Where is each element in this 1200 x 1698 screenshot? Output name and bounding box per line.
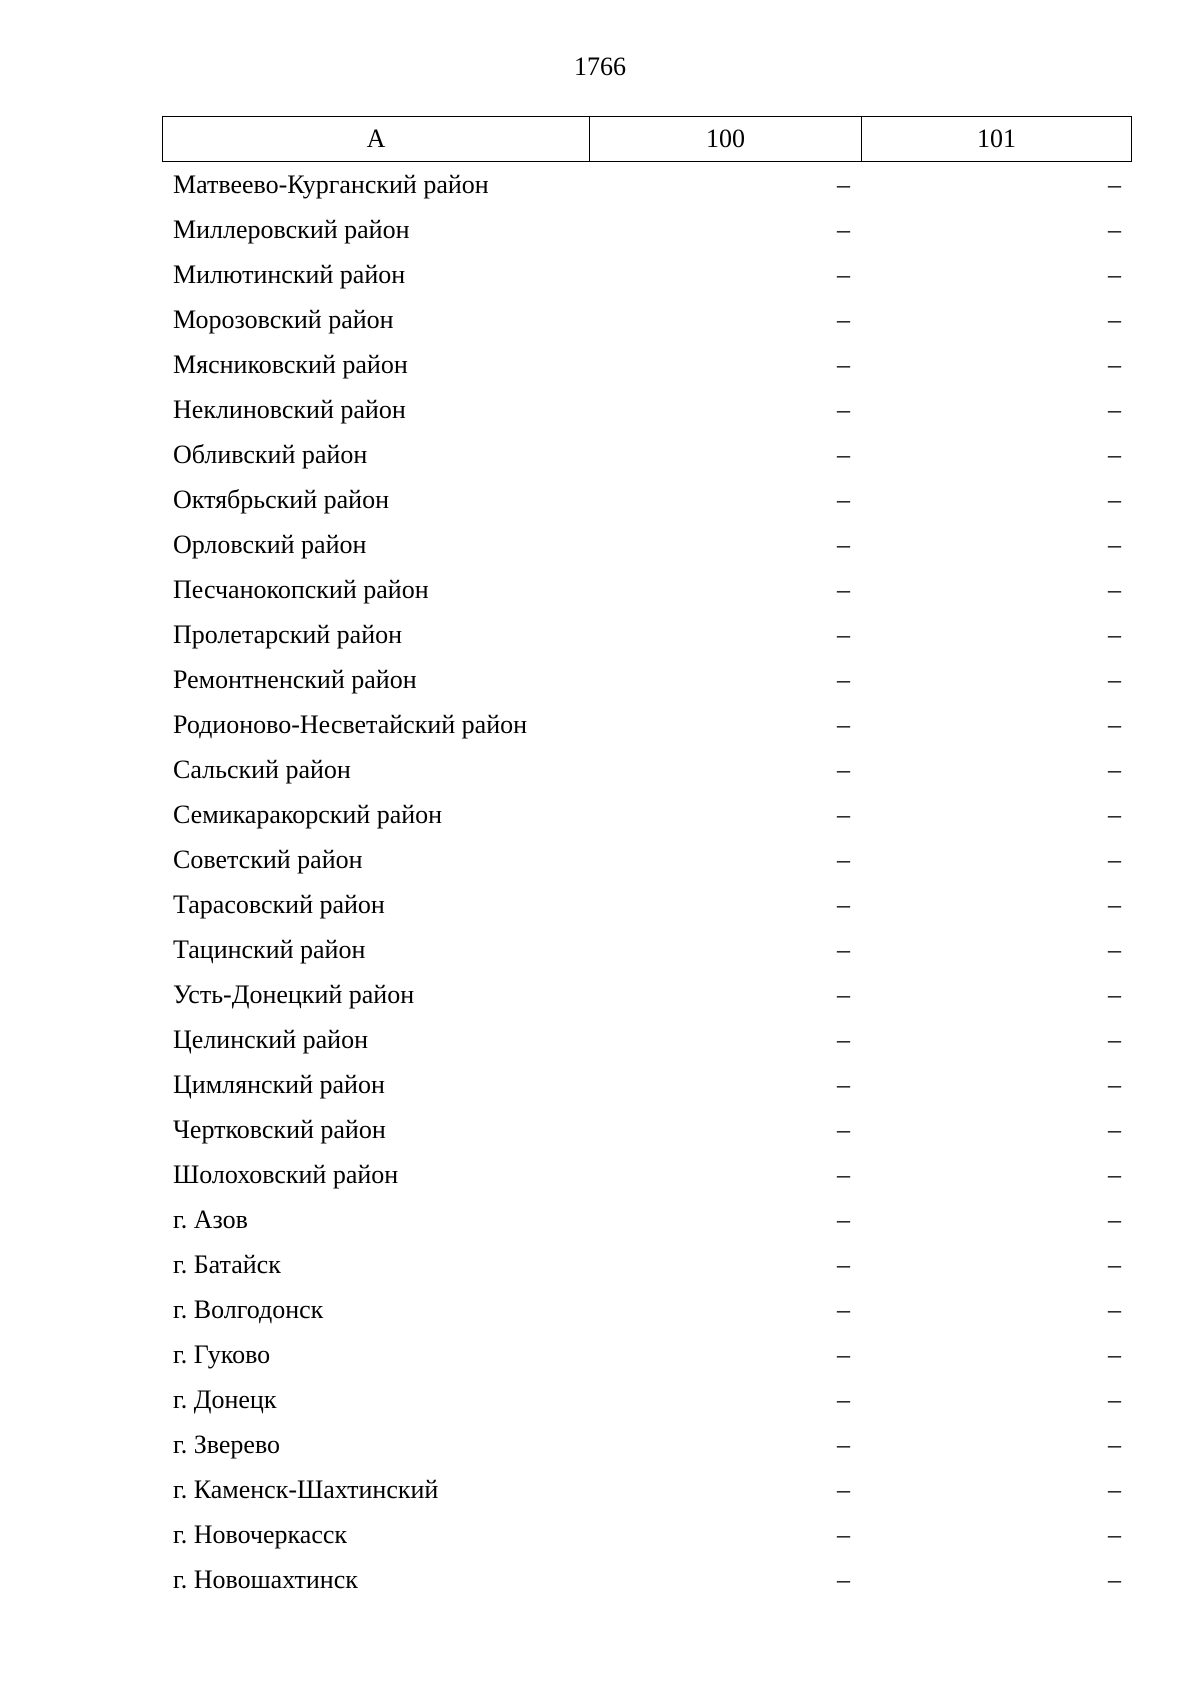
table-row	[162, 657, 1132, 702]
row-value-101: –	[1108, 1474, 1121, 1504]
row-value-101: –	[1108, 304, 1121, 334]
row-value-101: –	[1108, 709, 1121, 739]
table-row	[162, 1107, 1132, 1152]
row-value-100: –	[837, 304, 850, 334]
page-number: 1766	[574, 52, 626, 81]
table-row	[162, 1512, 1132, 1557]
row-name: Милютинский район	[173, 259, 406, 289]
row-value-100: –	[837, 259, 850, 289]
table-row	[162, 972, 1132, 1017]
row-name: Мясниковский район	[173, 349, 408, 379]
row-name: Родионово-Несветайский район	[173, 709, 528, 739]
row-name: г. Азов	[173, 1204, 248, 1234]
row-value-100: –	[837, 394, 850, 424]
row-name: Орловский район	[173, 529, 367, 559]
row-value-101: –	[1108, 1294, 1121, 1324]
row-value-100: –	[837, 754, 850, 784]
row-value-100: –	[837, 1564, 850, 1594]
row-value-100: –	[837, 979, 850, 1009]
row-value-100: –	[837, 709, 850, 739]
row-name: Ремонтненский район	[173, 664, 417, 694]
table-row	[162, 252, 1132, 297]
row-value-100: –	[837, 799, 850, 829]
table-row	[162, 1422, 1132, 1467]
row-value-100: –	[837, 1024, 850, 1054]
table-row	[162, 1377, 1132, 1422]
table-row	[162, 882, 1132, 927]
row-value-101: –	[1108, 799, 1121, 829]
row-value-101: –	[1108, 1204, 1121, 1234]
row-name: г. Донецк	[173, 1384, 277, 1414]
row-value-101: –	[1108, 259, 1121, 289]
row-value-101: –	[1108, 754, 1121, 784]
row-value-100: –	[837, 664, 850, 694]
table-row	[162, 1152, 1132, 1197]
row-name: Семикаракорский район	[173, 799, 443, 829]
table-row	[162, 702, 1132, 747]
row-value-101: –	[1108, 439, 1121, 469]
row-value-101: –	[1108, 934, 1121, 964]
table-row	[162, 207, 1132, 252]
row-value-100: –	[837, 574, 850, 604]
table-row	[162, 162, 1132, 207]
table-row	[162, 297, 1132, 342]
row-value-100: –	[837, 1429, 850, 1459]
table-row	[162, 1017, 1132, 1062]
row-value-101: –	[1108, 574, 1121, 604]
row-value-101: –	[1108, 979, 1121, 1009]
row-name: г. Гуково	[173, 1339, 271, 1369]
table-row	[162, 477, 1132, 522]
row-value-100: –	[837, 439, 850, 469]
row-value-101: –	[1108, 214, 1121, 244]
table-row	[162, 612, 1132, 657]
table-row	[162, 792, 1132, 837]
table-row	[162, 1467, 1132, 1512]
row-value-100: –	[837, 1204, 850, 1234]
row-value-101: –	[1108, 394, 1121, 424]
row-value-101: –	[1108, 1564, 1121, 1594]
table-header	[162, 116, 1132, 162]
row-name: г. Зверево	[173, 1429, 281, 1459]
row-value-101: –	[1108, 619, 1121, 649]
table-row	[162, 1242, 1132, 1287]
table-row	[162, 432, 1132, 477]
row-value-101: –	[1108, 1114, 1121, 1144]
row-name: Советский район	[173, 844, 363, 874]
row-value-100: –	[837, 1339, 850, 1369]
row-value-100: –	[837, 349, 850, 379]
table-row	[162, 1062, 1132, 1107]
row-value-101: –	[1108, 1069, 1121, 1099]
row-value-101: –	[1108, 1429, 1121, 1459]
row-name: г. Новочеркасск	[173, 1519, 348, 1549]
table-row	[162, 927, 1132, 972]
row-name: Октябрьский район	[173, 484, 389, 514]
row-value-100: –	[837, 619, 850, 649]
row-value-100: –	[837, 1519, 850, 1549]
header-column-101: 101	[977, 124, 1016, 153]
table-row	[162, 1332, 1132, 1377]
table-row	[162, 387, 1132, 432]
row-value-100: –	[837, 484, 850, 514]
row-name: Песчанокопский район	[173, 574, 429, 604]
row-value-101: –	[1108, 664, 1121, 694]
row-value-100: –	[837, 1384, 850, 1414]
row-value-101: –	[1108, 484, 1121, 514]
data-table	[162, 116, 1132, 1602]
row-value-100: –	[837, 934, 850, 964]
row-value-101: –	[1108, 1339, 1121, 1369]
row-name: г. Каменск-Шахтинский	[173, 1474, 439, 1504]
row-value-101: –	[1108, 349, 1121, 379]
table-row	[162, 837, 1132, 882]
row-name: Морозовский район	[173, 304, 394, 334]
row-value-100: –	[837, 529, 850, 559]
row-value-101: –	[1108, 1024, 1121, 1054]
row-value-101: –	[1108, 169, 1121, 199]
row-name: Сальский район	[173, 754, 351, 784]
row-name: Чертковский район	[173, 1114, 386, 1144]
row-value-100: –	[837, 1294, 850, 1324]
table-row	[162, 1557, 1132, 1602]
row-name: Тарасовский район	[173, 889, 385, 919]
row-value-100: –	[837, 1474, 850, 1504]
table-row	[162, 1287, 1132, 1332]
row-value-100: –	[837, 889, 850, 919]
row-value-101: –	[1108, 529, 1121, 559]
row-name: Миллеровский район	[173, 214, 410, 244]
row-name: Целинский район	[173, 1024, 368, 1054]
row-name: Шолоховский район	[173, 1159, 399, 1189]
row-name: Матвеево-Курганский район	[173, 169, 489, 199]
header-column-100: 100	[590, 117, 862, 161]
row-value-101: –	[1108, 1159, 1121, 1189]
row-name: Неклиновский район	[173, 394, 406, 424]
row-value-100: –	[837, 1069, 850, 1099]
row-name: Усть-Донецкий район	[173, 979, 415, 1009]
header-column-a: А	[163, 117, 590, 161]
row-value-101: –	[1108, 1519, 1121, 1549]
table-row	[162, 522, 1132, 567]
row-value-101: –	[1108, 1384, 1121, 1414]
row-name: г. Волгодонск	[173, 1294, 324, 1324]
row-name: Цимлянский район	[173, 1069, 385, 1099]
row-name: г. Батайск	[173, 1249, 281, 1279]
row-value-100: –	[837, 844, 850, 874]
table-row	[162, 1197, 1132, 1242]
row-value-100: –	[837, 1159, 850, 1189]
row-value-101: –	[1108, 844, 1121, 874]
row-value-101: –	[1108, 1249, 1121, 1279]
row-value-100: –	[837, 169, 850, 199]
row-name: Пролетарский район	[173, 619, 403, 649]
row-name: Тацинский район	[173, 934, 366, 964]
table-row	[162, 567, 1132, 612]
row-name: Обливский район	[173, 439, 368, 469]
table-row	[162, 747, 1132, 792]
row-value-101: –	[1108, 889, 1121, 919]
table-row	[162, 342, 1132, 387]
row-value-100: –	[837, 1114, 850, 1144]
row-value-100: –	[837, 1249, 850, 1279]
row-value-100: –	[837, 214, 850, 244]
table-body	[162, 162, 1132, 1602]
row-name: г. Новошахтинск	[173, 1564, 358, 1594]
